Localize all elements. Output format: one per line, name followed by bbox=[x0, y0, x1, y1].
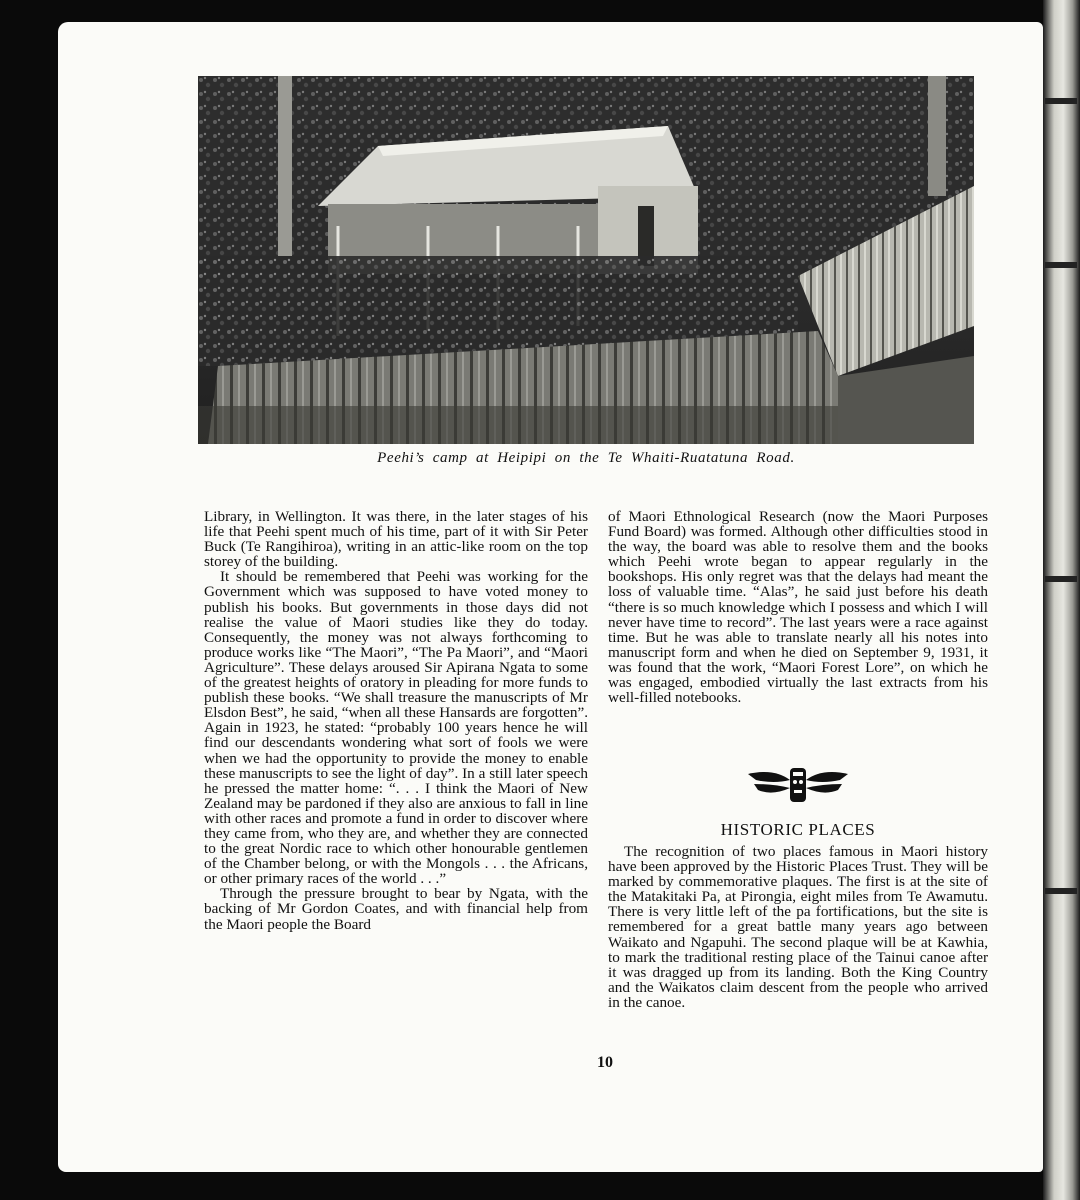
paragraph: Through the pressure brought to bear by Ngata, with the backing of Mr Gordon Coates, and with financial help from the Maori people the Board bbox=[204, 885, 588, 933]
paragraph: of Maori Ethnological Research (now the Maori Purposes Fund Board) was formed. Although other difficulties stood in the way, the board was able to resolve them and the books which Peehi wrote began to appear regularly in the bookshops. His only regret was that the delays had meant the loss of valuable time. “Alas”, he said just before his death “there is so much knowledge which I possess and which I will never have time to record”. The last years were a race against time. But he was able to translate nearly all his notes into manuscript form and when he died on September 9, 1931, it was found that the work, “Maori Forest Lore”, on which he was engaged, embodied virtually the last extracts from his well-filled notebooks. bbox=[608, 508, 988, 707]
staple bbox=[1045, 888, 1077, 894]
photo-caption: Peehi’s camp at Heipipi on the Te Whaiti-Ruatatuna Road. bbox=[377, 450, 795, 466]
camp-photograph bbox=[198, 76, 974, 444]
binding-spine bbox=[1043, 0, 1080, 1200]
historic-places-text bbox=[608, 844, 988, 1010]
section-heading: HISTORIC PLACES bbox=[720, 820, 876, 839]
decorative-ornament-icon bbox=[744, 762, 852, 806]
page-number: 10 bbox=[597, 1054, 613, 1071]
paragraph: The recognition of two places famous in Maori history have been approved by the Historic Places Trust. They will be marked by commemorative plaques. The first is at the site of the Matakitaki Pa, at Pirongia, eight miles from Te Awamutu. There is very little left of the pa fortifications, but the site is remembered for a great battle many years ago between Waikato and Ngapuhi. The second plaque will be at Kawhia, to mark the traditional resting place of the Tainui canoe after it was dragged up from its landing. Both the King Country and the Waikatos claim descent from the people who arrived in the canoe. bbox=[608, 843, 988, 1011]
paragraph: It should be remembered that Peehi was working for the Government which was supposed to have voted money to publish his books. But governments in those days did not realise the value of Maori studies like they do today. Consequently, the money was not always forthcoming to produce works like “The Maori”, “The Pa Maori”, and “Maori Agriculture”. These delays aroused Sir Apirana Ngata to some of the greatest heights of oratory in pleading for more funds to publish these books. “We shall treasure the manuscripts of Mr Elsdon Best”, he said, “when all these Hansards are forgotten”. Again in 1923, he stated: “probably 100 years hence he will find our descendants wondering what sort of fools we were when we had the opportunity to provide the money to enable these manuscripts to see the light of day”. In a still later speech he pressed the matter home: “. . . I think the Maori of New Zealand may be pardoned if they also are anxious to fall in line with other races and promote a fund in order to discover where they came from, who they are, and whether they are connected to the great Nordic race to which other honourable gentlemen of the Chamber belong, or with the Mongols . . . the Africans, or other primary races of the world . . .” bbox=[204, 568, 588, 888]
staple bbox=[1045, 98, 1077, 104]
staple bbox=[1045, 576, 1077, 582]
staple bbox=[1045, 262, 1077, 268]
paragraph: Library, in Wellington. It was there, in the later stages of his life that Peehi spent much of his time, part of it with Sir Peter Buck (Te Rangihiroa), writing in an attic-like room on the top storey of the building. bbox=[204, 508, 588, 571]
left-column bbox=[204, 509, 588, 932]
right-column bbox=[608, 509, 988, 705]
